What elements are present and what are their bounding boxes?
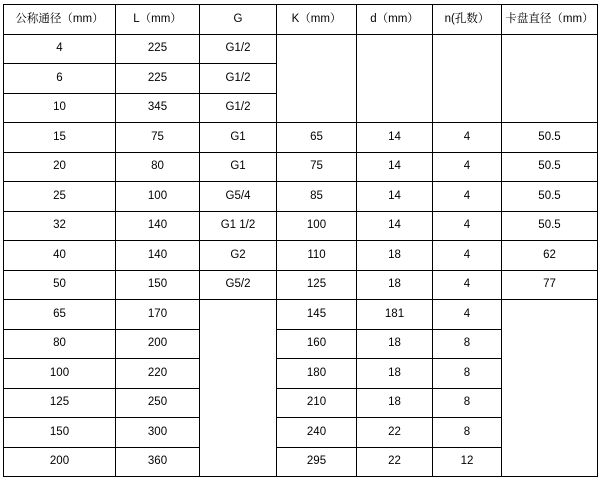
cell-nominal-diameter: 15	[4, 123, 116, 153]
cell-k: 295	[277, 447, 357, 477]
cell-chuck-diameter	[502, 93, 598, 123]
cell-k: 125	[277, 270, 357, 300]
cell-hole-count: 4	[433, 241, 502, 271]
cell-chuck-diameter	[502, 300, 598, 330]
cell-hole-count: 4	[433, 300, 502, 330]
cell-chuck-diameter	[502, 388, 598, 418]
cell-chuck-diameter	[502, 34, 598, 64]
cell-chuck-diameter	[502, 329, 598, 359]
cell-nominal-diameter: 6	[4, 64, 116, 94]
cell-chuck-diameter	[502, 64, 598, 94]
table-header-row	[4, 5, 598, 35]
table-row	[4, 182, 598, 212]
cell-d: 18	[357, 241, 433, 271]
cell-d: 14	[357, 211, 433, 241]
cell-hole-count	[433, 64, 502, 94]
cell-length: 220	[116, 359, 200, 389]
cell-length: 200	[116, 329, 200, 359]
cell-thread: G1/2	[200, 34, 277, 64]
cell-nominal-diameter: 80	[4, 329, 116, 359]
cell-hole-count: 4	[433, 123, 502, 153]
cell-chuck-diameter	[502, 447, 598, 477]
cell-hole-count: 4	[433, 211, 502, 241]
cell-chuck-diameter: 50.5	[502, 182, 598, 212]
cell-thread	[200, 418, 277, 448]
cell-chuck-diameter: 62	[502, 241, 598, 271]
cell-nominal-diameter: 32	[4, 211, 116, 241]
cell-hole-count: 12	[433, 447, 502, 477]
cell-hole-count: 8	[433, 418, 502, 448]
cell-d: 22	[357, 418, 433, 448]
table-row	[4, 418, 598, 448]
table-row	[4, 211, 598, 241]
header-thread: G	[200, 5, 277, 35]
cell-d	[357, 64, 433, 94]
cell-k: 65	[277, 123, 357, 153]
cell-hole-count: 8	[433, 329, 502, 359]
cell-length: 150	[116, 270, 200, 300]
cell-k: 100	[277, 211, 357, 241]
cell-thread: G5/2	[200, 270, 277, 300]
header-hole-count: n(孔数）	[433, 5, 502, 35]
cell-length: 170	[116, 300, 200, 330]
cell-d: 22	[357, 447, 433, 477]
cell-d: 14	[357, 182, 433, 212]
cell-length: 225	[116, 64, 200, 94]
header-nominal-diameter: 公称通径（mm）	[4, 5, 116, 35]
cell-nominal-diameter: 125	[4, 388, 116, 418]
cell-length: 80	[116, 152, 200, 182]
specification-table	[3, 4, 598, 477]
table-row	[4, 64, 598, 94]
cell-d: 18	[357, 329, 433, 359]
table-row	[4, 123, 598, 153]
cell-thread	[200, 447, 277, 477]
table-row	[4, 359, 598, 389]
header-d: d（mm）	[357, 5, 433, 35]
table-row	[4, 447, 598, 477]
cell-hole-count: 8	[433, 359, 502, 389]
cell-thread: G1/2	[200, 64, 277, 94]
cell-k: 85	[277, 182, 357, 212]
cell-chuck-diameter	[502, 359, 598, 389]
cell-d: 18	[357, 388, 433, 418]
cell-k: 180	[277, 359, 357, 389]
cell-d: 14	[357, 152, 433, 182]
cell-k: 75	[277, 152, 357, 182]
cell-chuck-diameter	[502, 418, 598, 448]
cell-chuck-diameter: 50.5	[502, 211, 598, 241]
cell-chuck-diameter: 77	[502, 270, 598, 300]
cell-hole-count: 4	[433, 270, 502, 300]
cell-length: 360	[116, 447, 200, 477]
table-row	[4, 152, 598, 182]
table-body	[4, 34, 598, 477]
cell-chuck-diameter: 50.5	[502, 152, 598, 182]
cell-length: 300	[116, 418, 200, 448]
cell-k: 210	[277, 388, 357, 418]
cell-thread: G5/4	[200, 182, 277, 212]
cell-thread: G2	[200, 241, 277, 271]
table-row	[4, 329, 598, 359]
cell-thread: G1	[200, 152, 277, 182]
table-row	[4, 34, 598, 64]
cell-length: 140	[116, 241, 200, 271]
cell-hole-count	[433, 93, 502, 123]
cell-nominal-diameter: 10	[4, 93, 116, 123]
cell-nominal-diameter: 25	[4, 182, 116, 212]
cell-k	[277, 34, 357, 64]
cell-hole-count	[433, 34, 502, 64]
cell-nominal-diameter: 4	[4, 34, 116, 64]
table-header	[4, 5, 598, 35]
cell-k: 145	[277, 300, 357, 330]
table-row	[4, 270, 598, 300]
cell-length: 100	[116, 182, 200, 212]
table-row	[4, 241, 598, 271]
cell-thread: G1/2	[200, 93, 277, 123]
cell-thread	[200, 329, 277, 359]
cell-nominal-diameter: 20	[4, 152, 116, 182]
cell-nominal-diameter: 150	[4, 418, 116, 448]
cell-thread	[200, 388, 277, 418]
cell-d	[357, 34, 433, 64]
cell-hole-count: 4	[433, 152, 502, 182]
table-row	[4, 93, 598, 123]
cell-length: 225	[116, 34, 200, 64]
cell-hole-count: 8	[433, 388, 502, 418]
cell-nominal-diameter: 65	[4, 300, 116, 330]
cell-k: 160	[277, 329, 357, 359]
cell-nominal-diameter: 200	[4, 447, 116, 477]
cell-d: 18	[357, 270, 433, 300]
cell-k: 110	[277, 241, 357, 271]
cell-k	[277, 64, 357, 94]
cell-d: 14	[357, 123, 433, 153]
cell-length: 345	[116, 93, 200, 123]
cell-thread: G1 1/2	[200, 211, 277, 241]
cell-k	[277, 93, 357, 123]
header-length: L（mm）	[116, 5, 200, 35]
cell-nominal-diameter: 40	[4, 241, 116, 271]
header-chuck-diameter: 卡盘直径（mm）	[502, 5, 598, 35]
cell-d: 18	[357, 359, 433, 389]
table-row	[4, 388, 598, 418]
cell-chuck-diameter: 50.5	[502, 123, 598, 153]
cell-length: 250	[116, 388, 200, 418]
cell-nominal-diameter: 50	[4, 270, 116, 300]
cell-length: 140	[116, 211, 200, 241]
cell-d: 181	[357, 300, 433, 330]
cell-thread	[200, 300, 277, 330]
table-row	[4, 300, 598, 330]
cell-length: 75	[116, 123, 200, 153]
cell-thread: G1	[200, 123, 277, 153]
header-k: K（mm）	[277, 5, 357, 35]
cell-k: 240	[277, 418, 357, 448]
cell-nominal-diameter: 100	[4, 359, 116, 389]
cell-hole-count: 4	[433, 182, 502, 212]
cell-d	[357, 93, 433, 123]
cell-thread	[200, 359, 277, 389]
